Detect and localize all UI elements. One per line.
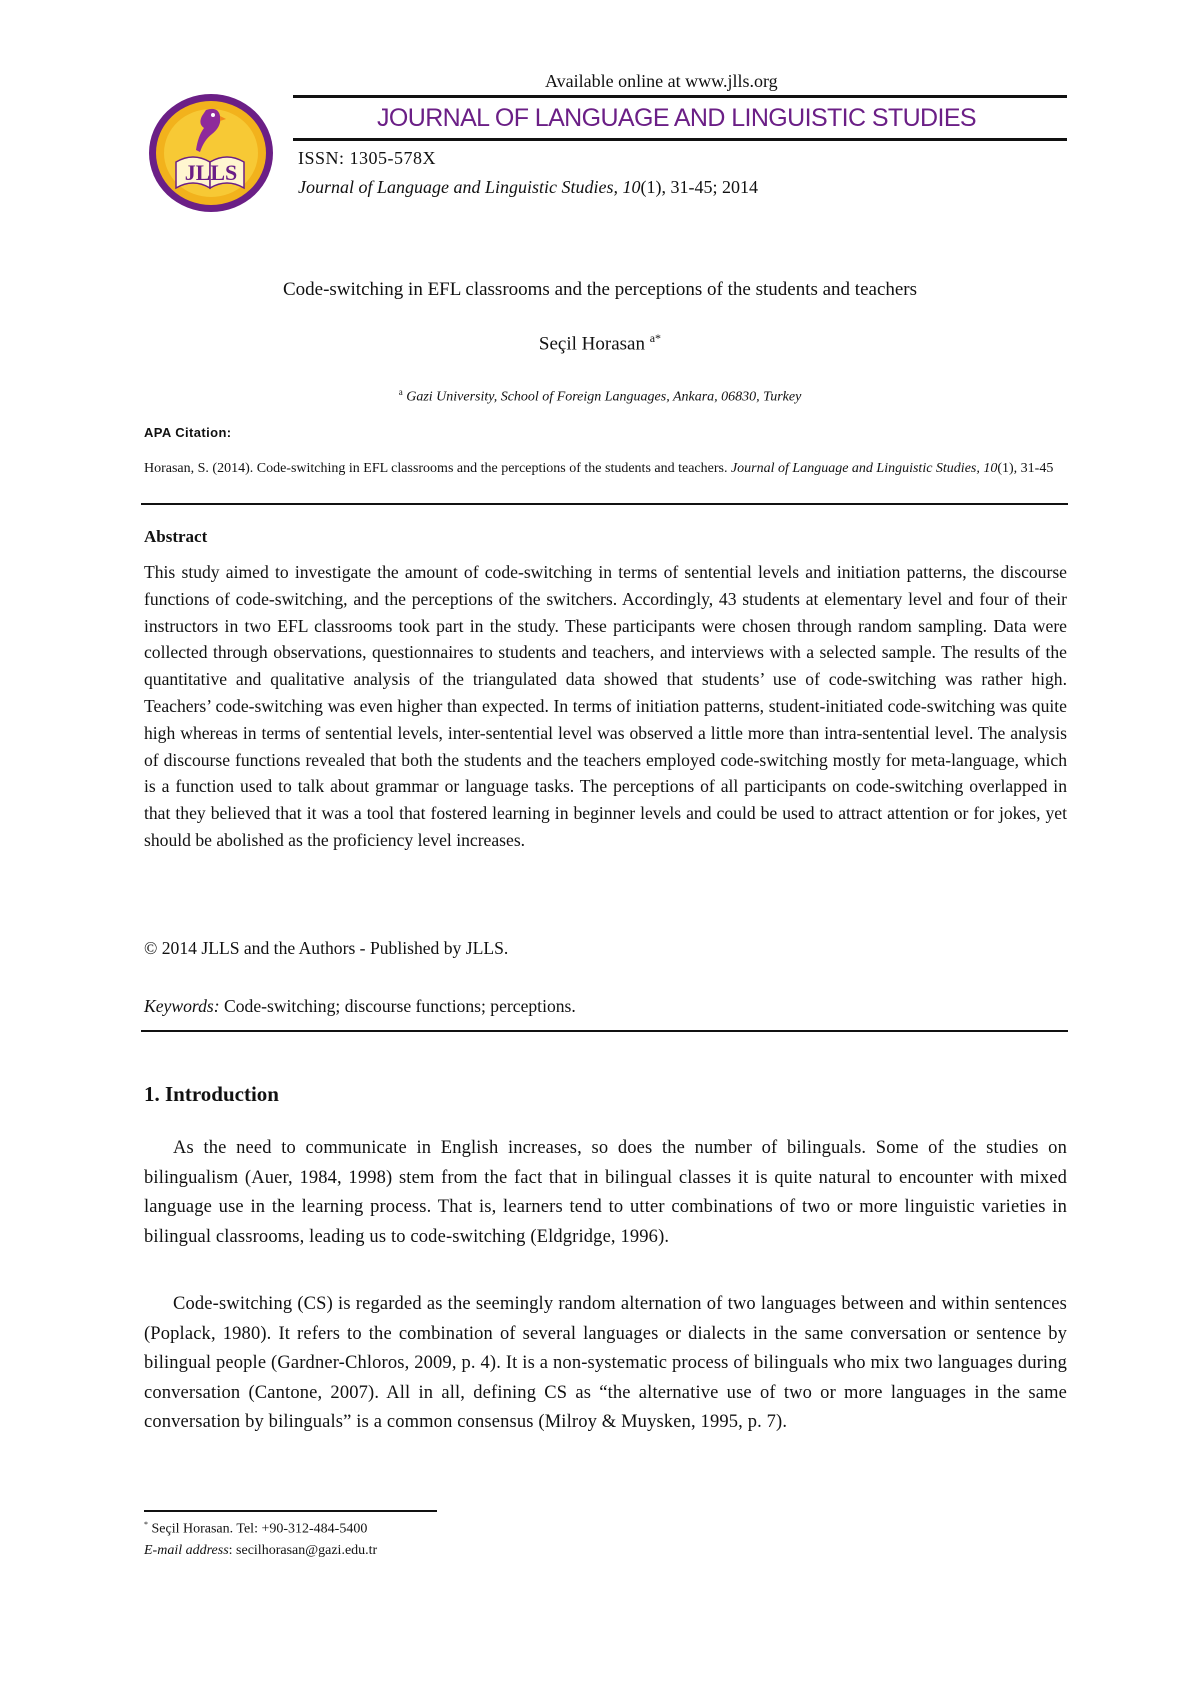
- header-rule-bottom: [293, 138, 1067, 141]
- abstract-heading: Abstract: [144, 527, 208, 546]
- journal-title: JOURNAL OF LANGUAGE AND LINGUISTIC STUDIES: [377, 104, 976, 132]
- footnote-author-line: Seçil Horasan. Tel: +90-312-484-5400: [148, 1521, 368, 1537]
- introduction-paragraph: As the need to communicate in English increases, so does the number of bilinguals. Some of the studies on bilingualism (Auer, 1984, 1998) stem from the fact that in bilingual classes it is quite natural to encounter with mixed language use in the learning process. That is, learners tend to utter combinations of two or more linguistic varieties in bilingual classrooms, leading us to code-switching (Eldgridge, 1996).: [144, 1138, 1067, 1247]
- footnote-email: [144, 1543, 377, 1559]
- email-label: E-mail address: [144, 1543, 229, 1558]
- footnote-mark: *: [144, 1520, 148, 1529]
- introduction-paragraph: Code-switching (CS) is regarded as the seemingly random alternation of two languages between and within sentences (Poplack, 1980). It refers to the combination of several languages or dialects in the same conversation or sentence by bilingual people (Gardner-Chloros, 2009, p. 4). It is a non-systematic process of bilinguals who mix two languages during conversation (Cantone, 2007). All in all, defining CS as “the alternative use of two or more languages in the same conversation by bilinguals” is a common consensus (Milroy & Muysken, 1995, p. 7).: [144, 1294, 1067, 1432]
- citation-volume: 10: [622, 177, 641, 197]
- author-name: Seçil Horasan: [538, 333, 645, 355]
- citation-rest: (1), 31-45; 2014: [640, 177, 758, 197]
- apa-citation-label: APA Citation:: [144, 425, 232, 440]
- affiliation-mark: a: [398, 387, 403, 397]
- affiliation-line: [0, 387, 1200, 406]
- jlls-logo: [146, 92, 276, 214]
- section-divider: [141, 1030, 1068, 1032]
- header-rule-top: [293, 95, 1067, 98]
- introduction-heading: 1. Introduction: [144, 1082, 279, 1106]
- logo-text: JLLS: [184, 160, 238, 185]
- footnote-author: [144, 1520, 367, 1538]
- article-title: Code-switching in EFL classrooms and the perceptions of the students and teachers: [282, 279, 918, 300]
- journal-citation: [298, 177, 758, 198]
- issn: ISSN: 1305-578X: [298, 148, 437, 168]
- apa-text-plain: Horasan, S. (2014). Code-switching in EFL classrooms and the perceptions of the students and teachers.: [144, 461, 731, 476]
- abstract-body: This study aimed to investigate the amount of code-switching in terms of sentential levels and initiation patterns, the discourse functions of code-switching, and the perceptions of the switchers. Accordingly, 43 students at elementary level and four of their instructors in two EFL classrooms took part in the study. These participants were chosen through random sampling. Data were collected through observations, questionnaires to students and teachers, and interviews with a selected sample. The results of the quantitative and qualitative analysis of the triangulated data showed that students’ use of code-switching was rather high. Teachers’ code-switching was even higher than expected. In terms of initiation patterns, student-initiated code-switching was quite high whereas in terms of sentential levels, inter-sentential level was observed a little more than intra-sentential level. The analysis of discourse functions revealed that both the students and the teachers employed code-switching mostly for meta-language, which is a function used to talk about grammar or language tasks. The perceptions of all participants on code-switching overlapped in that they believed that it was a tool that fostered learning in beginner levels and could be used to attract attention or for jokes, yet should be abolished as the proficiency level increases.: [144, 562, 1067, 850]
- keywords-label: Keywords:: [144, 996, 220, 1016]
- author-mark: a*: [649, 331, 662, 345]
- author-line: [0, 331, 1200, 355]
- apa-text-end: (1), 31-45: [997, 461, 1054, 476]
- citation-journal: Journal of Language and Linguistic Studies,: [298, 177, 619, 197]
- email-address: : secilhorasan@gazi.edu.tr: [228, 1543, 378, 1558]
- keywords: Code-switching; discourse functions; perceptions.: [219, 996, 576, 1016]
- footnote-rule: [144, 1510, 437, 1512]
- apa-citation-text: [144, 458, 1066, 479]
- keywords-line: [144, 996, 576, 1017]
- section-divider: [141, 503, 1068, 505]
- apa-text-journal: Journal of Language and Linguistic Studies, 10: [730, 461, 998, 476]
- copyright-notice: © 2014 JLLS and the Authors - Published by JLLS.: [144, 938, 509, 958]
- available-online-text: Available online at www.jlls.org: [545, 71, 778, 91]
- affiliation: Gazi University, School of Foreign Languages, Ankara, 06830, Turkey: [406, 389, 802, 405]
